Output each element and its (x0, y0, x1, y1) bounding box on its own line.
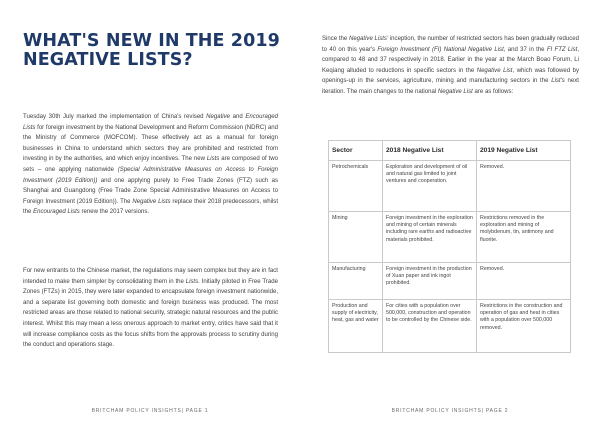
page-2-footer: BRITCHAM POLICY INSIGHTS| PAGE 2 (391, 408, 509, 414)
table-row (329, 300, 571, 353)
table-row (329, 212, 571, 263)
table-row (329, 161, 571, 212)
history-paragraph: Since the Negative Lists' inception, the number of restricted sectors has been gradually reduced to 40 on this year's Foreign Investment (FI) National Negative List, and 37 in the FI FTZ List, compared to 48 and 37 respectively in 2018. Earlier in the year at the March Boao Forum, Li Keqiang alluded to reductions in specific sectors in the Negative List, which was followed by openings-up in the services, agriculture, mining and manufacturing sectors in the List's next iteration. The main changes to the national Negative List are as follows: (322, 36, 580, 95)
list-2018-cell: Foreign investment in the exploration and mining of certain minerals including rare earths and radioactive materials prohibited. (383, 212, 477, 263)
page-1-footer: BRITCHAM POLICY INSIGHTS| PAGE 1 (91, 408, 209, 414)
intro-paragraph: Tuesday 30th July marked the implementation of China's revised Negative and Encouraged Lists for foreign investment by the National Development and Reform Commission (NDRC) and the Ministry of Commerce (MOFCOM). These effectively act as a manual for foreign businesses in China to understand which sectors they are prohibited and restricted from investing in by the authorities, and which enjoy incentives. The new Lists are composed of two sets – one applying nationwide (Special Administrative Measures on Access to Foreign Investment (2019 Edition)) and one applying purely to Free Trade Zones (FTZ) such as Shanghai and Guangdong (Free Trade Zone Special Administrative Measures on Access to Foreign Investment (2019 Edition)). The Negative Lists replace their 2018 predecessors, whilst the Encouraged Lists renew the 2017 versions. (23, 114, 279, 216)
header-2019-list: 2019 Negative List (477, 141, 571, 161)
page-2 (300, 0, 600, 424)
sector-cell: Mining (329, 212, 383, 263)
list-2018-cell: Foreign investment in the production of Xuan paper and ink ingot prohibited. (383, 263, 477, 300)
page-title: WHAT'S NEW IN THE 2019 NEGATIVE LISTS? (23, 31, 280, 70)
sector-cell: Production and supply of electricity, heat, gas and water (329, 300, 383, 353)
header-sector: Sector (329, 141, 383, 161)
negative-list-table (328, 140, 571, 353)
sector-cell: Manufacturing (329, 263, 383, 300)
list-2018-cell: For cities with a population over 500,000, construction and operation to be controlled by the Chinese side. (383, 300, 477, 353)
sector-cell: Petrochemicals (329, 161, 383, 212)
context-paragraph: For new entrants to the Chinese market, the regulations may seem complex but they are in fact intended to make them simpler by consolidating them in the Lists. Initially piloted in Free Trade Zones (FTZs) in 2015, they were later expanded to encapsulate foreign investment nationwide, and a separate list governing both domestic and foreign business was produced. The most restricted areas are those related to national security, strategic natural resources and the public interest. Whilst this may mean a less onerous approach to market entry, critics have said that it will increase compliance costs as the focus shifts from the approvals process to scrutiny during the conduct and operations stage. (23, 268, 278, 349)
table-row (329, 263, 571, 300)
list-2019-cell: Removed. (477, 161, 571, 212)
list-2019-cell: Removed. (477, 263, 571, 300)
list-2019-cell: Restrictions removed in the exploration and mining of molybdenum, tin, antimony and fluorite. (477, 212, 571, 263)
list-2018-cell: Exploration and development of oil and natural gas limited to joint ventures and cooperation. (383, 161, 477, 212)
table-header-row (329, 141, 571, 161)
header-2018-list: 2018 Negative List (383, 141, 477, 161)
list-2019-cell: Restrictions in the construction and operation of gas and heat in cities with a population over 500,000 removed. (477, 300, 571, 353)
